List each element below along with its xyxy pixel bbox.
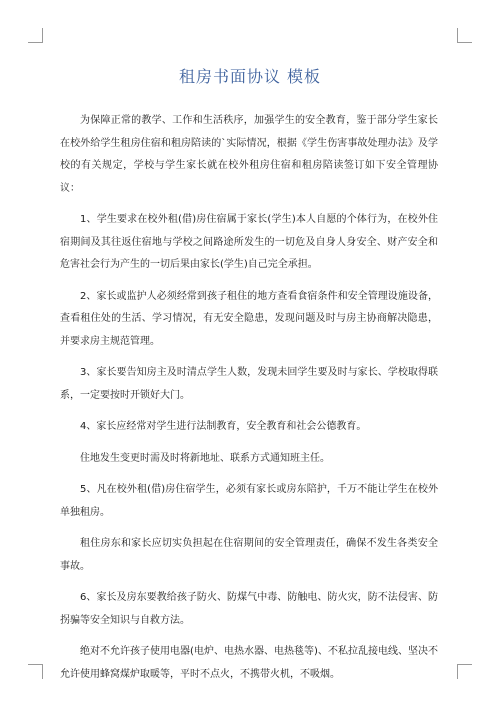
paragraph-electrical-ban: 绝对不允许孩子使用电器(电炉、电热水器、电热毯等)、不私拉乱接电线、坚决不允许使用蜂窝煤炉取暖等，平时不点火，不携带火机，不吸烟。 xyxy=(60,646,438,680)
paragraph-clause-1: 1、学生要求在校外租(借)房住宿属于家长(学生)本人自愿的个体行为，在校外住宿期间及其往返住宿地与学校之间路途所发生的一切危及自身人身安全、财产安全和危害社会行为产生的一切后果由家长(学生)自己完全承担。 xyxy=(60,214,438,270)
crop-mark-bottom-left xyxy=(28,664,43,679)
crop-mark-top-right xyxy=(457,28,472,43)
crop-mark-top-left xyxy=(28,28,43,43)
paragraph-address-change: 住地发生变更时需及时将新地址、联系方式通知班主任。 xyxy=(80,452,330,464)
document-title: 租房书面协议 模板 xyxy=(178,67,322,86)
paragraph-landlord-duty: 租住房东和家长应切实负担起在住宿期间的安全管理责任，确保不发生各类安全事故。 xyxy=(60,538,438,572)
paragraph-clause-5: 5、凡在校外租(借)房住宿学生，必须有家长或房东陪护，千万不能让学生在校外单独租房。 xyxy=(60,484,438,518)
paragraph-clause-2: 2、家长或监护人必须经常到孩子租住的地方查看食宿条件和安全管理设施设备，查看租住处的生活、学习情况，有无安全隐患，发现问题及时与房主协商解决隐患，并要求房主规范管理。 xyxy=(60,290,438,347)
paragraph-intro: 为保障正常的教学、工作和生活秩序，加强学生的安全教育，鉴于部分学生家长在校外给学生租房住宿和租房陪读的`实际情况，根据《学生伤害事故处理办法》及学校的有关规定，学校与学生家长就在校外租房住宿和租房陪读签订如下安全管理协议： xyxy=(60,115,438,194)
paragraph-clause-3: 3、家长要告知房主及时清点学生人数，发现未回学生要及时与家长、学校取得联系，一定要按时开锁好大门。 xyxy=(60,367,438,401)
document-body xyxy=(60,110,438,695)
paragraph-clause-6: 6、家长及房东要教给孩子防火、防煤气中毒、防触电、防火灾，防不法侵害、防拐骗等安全知识与自救方法。 xyxy=(60,592,438,626)
crop-mark-bottom-right xyxy=(457,664,472,679)
paragraph-clause-4: 4、家长应经常对学生进行法制教育，安全教育和社会公德教育。 xyxy=(80,421,367,432)
